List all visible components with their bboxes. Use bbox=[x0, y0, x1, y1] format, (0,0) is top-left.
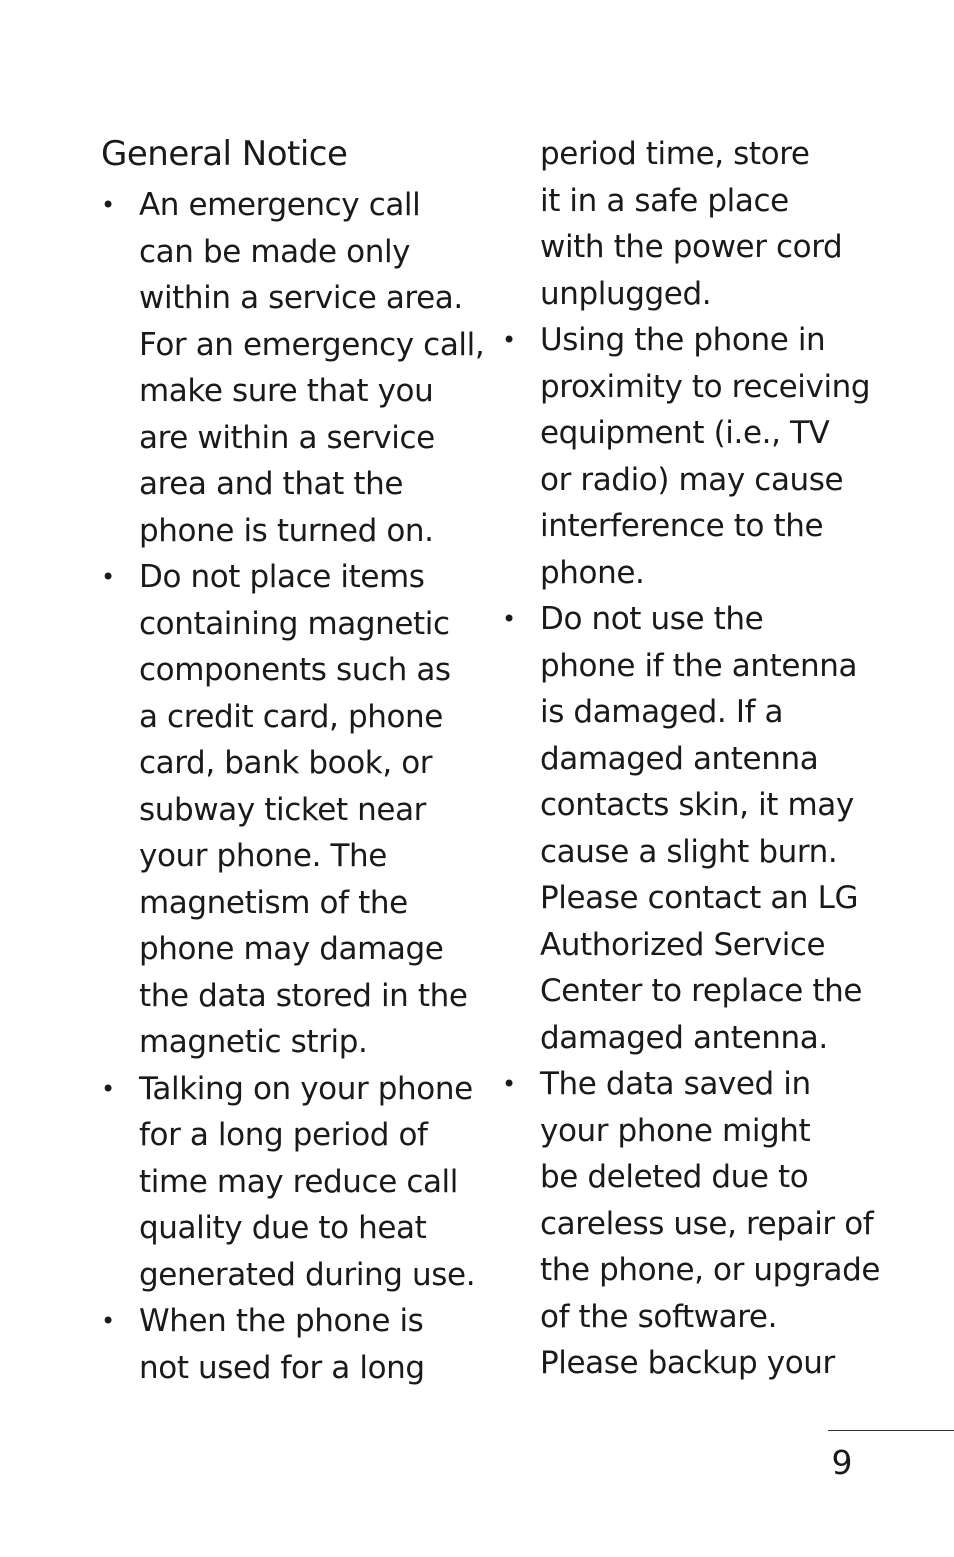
bullet-icon: • bbox=[101, 563, 115, 591]
bullet-item-continuation: your phone. The bbox=[139, 838, 387, 874]
bullet-item-start: Talking on your phone bbox=[139, 1070, 473, 1107]
text-line bbox=[101, 1205, 491, 1252]
text-line bbox=[101, 1112, 491, 1159]
bullet-item-continuation: time may reduce call bbox=[139, 1163, 458, 1200]
text-line bbox=[502, 550, 942, 597]
text-line bbox=[502, 782, 942, 829]
footer-rule bbox=[828, 1430, 954, 1431]
bullet-item-continuation: unplugged. bbox=[540, 275, 712, 312]
bullet-item-continuation: or radio) may cause bbox=[540, 461, 844, 498]
bullet-item-continuation: generated during use. bbox=[139, 1256, 476, 1293]
bullet-item-continuation: damaged antenna. bbox=[540, 1019, 828, 1056]
bullet-item-continuation: with the power cord bbox=[540, 229, 843, 265]
bullet-item-continuation: not used for a long bbox=[139, 1349, 425, 1386]
text-line bbox=[502, 1340, 942, 1387]
text-line bbox=[502, 1247, 942, 1294]
bullet-item-continuation: is damaged. If a bbox=[540, 694, 784, 730]
bullet-item-continuation: Please backup your bbox=[540, 1345, 835, 1381]
text-line bbox=[101, 740, 491, 787]
text-line bbox=[101, 1345, 491, 1392]
text-line bbox=[101, 229, 491, 276]
text-line bbox=[101, 973, 491, 1020]
bullet-item-continuation: interference to the bbox=[540, 508, 824, 544]
bullet-icon: • bbox=[502, 605, 516, 633]
bullet-item-continuation: make sure that you bbox=[139, 373, 434, 409]
bullet-item-continuation: magnetic strip. bbox=[139, 1024, 368, 1060]
text-line bbox=[502, 503, 942, 550]
text-line bbox=[101, 461, 491, 508]
text-line bbox=[101, 601, 491, 648]
right-text-lines bbox=[502, 131, 942, 1387]
text-line bbox=[502, 1015, 942, 1062]
bullet-item-continuation: a credit card, phone bbox=[139, 698, 443, 735]
bullet-item-continuation: are within a service bbox=[139, 419, 435, 456]
bullet-item-continuation: cause a slight burn. bbox=[540, 833, 838, 870]
bullet-icon: • bbox=[502, 1070, 516, 1098]
text-line bbox=[502, 689, 942, 736]
bullet-item-start: The data saved in bbox=[540, 1066, 811, 1102]
bullet-item-continuation: Please contact an LG bbox=[540, 880, 859, 916]
bullet-item-continuation: equipment (i.e., TV bbox=[540, 415, 830, 451]
bullet-item-continuation: for a long period of bbox=[139, 1117, 428, 1153]
text-line bbox=[502, 178, 942, 225]
text-line bbox=[502, 829, 942, 876]
bullet-item-continuation: phone if the antenna bbox=[540, 647, 858, 684]
left-text-lines bbox=[101, 182, 491, 1391]
text-line bbox=[101, 880, 491, 927]
bullet-item-continuation: the phone, or upgrade bbox=[540, 1252, 881, 1288]
bullet-item-continuation: Center to replace the bbox=[540, 973, 863, 1009]
bullet-item-continuation: components such as bbox=[139, 652, 451, 688]
bullet-item-continuation: damaged antenna bbox=[540, 740, 819, 777]
text-line bbox=[502, 1201, 942, 1248]
text-line bbox=[502, 1108, 942, 1155]
bullet-item-continuation: can be made only bbox=[139, 233, 411, 270]
text-line bbox=[502, 364, 942, 411]
bullet-icon: • bbox=[101, 1074, 115, 1103]
bullet-item-start: When the phone is bbox=[139, 1303, 424, 1339]
text-line bbox=[502, 596, 942, 643]
bullet-item-continuation: it in a safe place bbox=[540, 182, 789, 219]
text-line bbox=[101, 322, 491, 369]
text-line bbox=[502, 271, 942, 318]
text-line bbox=[101, 368, 491, 415]
text-line bbox=[101, 275, 491, 322]
bullet-item-continuation: Authorized Service bbox=[540, 926, 826, 963]
text-line bbox=[101, 554, 491, 601]
text-line bbox=[502, 410, 942, 457]
text-line bbox=[101, 415, 491, 462]
text-line bbox=[101, 1252, 491, 1299]
text-line bbox=[502, 1061, 942, 1108]
bullet-item-continuation: proximity to receiving bbox=[540, 368, 871, 405]
text-line bbox=[502, 1294, 942, 1341]
text-line bbox=[502, 457, 942, 504]
bullet-item-continuation: quality due to heat bbox=[139, 1210, 427, 1246]
bullet-icon: • bbox=[502, 326, 516, 354]
text-line bbox=[101, 1066, 491, 1113]
bullet-item-continuation: the data stored in the bbox=[139, 977, 468, 1014]
bullet-item-continuation: phone. bbox=[540, 554, 645, 591]
bullet-item-continuation: phone is turned on. bbox=[139, 512, 434, 549]
bullet-item-continuation: phone may damage bbox=[139, 931, 444, 967]
text-line bbox=[502, 224, 942, 271]
text-line bbox=[502, 922, 942, 969]
bullet-item-start: Using the phone in bbox=[540, 322, 826, 358]
text-line bbox=[101, 182, 491, 229]
text-line bbox=[502, 875, 942, 922]
text-line bbox=[101, 508, 491, 555]
text-line bbox=[101, 647, 491, 694]
text-line bbox=[502, 736, 942, 783]
bullet-item-continuation: of the software. bbox=[540, 1298, 778, 1335]
bullet-item-continuation: For an emergency call, bbox=[139, 326, 485, 363]
bullet-icon: • bbox=[101, 1307, 115, 1335]
bullet-item-continuation: be deleted due to bbox=[540, 1159, 809, 1195]
bullet-item-continuation: area and that the bbox=[139, 466, 404, 502]
bullet-item-continuation: contacts skin, it may bbox=[540, 787, 854, 823]
bullet-item-continuation: your phone might bbox=[540, 1112, 811, 1149]
text-line bbox=[101, 1019, 491, 1066]
bullet-item-continuation: within a service area. bbox=[139, 280, 463, 316]
bullet-item-start: Do not place items bbox=[139, 559, 425, 595]
text-line bbox=[502, 317, 942, 364]
text-line bbox=[502, 131, 942, 178]
text-line bbox=[101, 694, 491, 741]
section-heading: General Notice bbox=[101, 134, 348, 174]
bullet-item-start: Do not use the bbox=[540, 601, 764, 637]
text-line bbox=[101, 926, 491, 973]
text-line bbox=[101, 787, 491, 834]
text-line bbox=[502, 968, 942, 1015]
text-line bbox=[101, 1298, 491, 1345]
text-line bbox=[101, 1159, 491, 1206]
text-line bbox=[502, 643, 942, 690]
bullet-item-start: An emergency call bbox=[139, 187, 421, 223]
bullet-icon: • bbox=[101, 191, 115, 219]
right-column bbox=[502, 131, 942, 1387]
bullet-item-continuation: period time, store bbox=[540, 136, 810, 172]
text-line bbox=[101, 833, 491, 880]
bullet-item-continuation: subway ticket near bbox=[139, 791, 427, 828]
page-number: 9 bbox=[831, 1443, 853, 1482]
bullet-item-continuation: careless use, repair of bbox=[540, 1205, 874, 1242]
bullet-item-continuation: containing magnetic bbox=[139, 605, 450, 642]
bullet-item-continuation: card, bank book, or bbox=[139, 745, 433, 781]
left-column bbox=[101, 131, 491, 1391]
text-line bbox=[502, 1154, 942, 1201]
bullet-item-continuation: magnetism of the bbox=[139, 884, 408, 921]
